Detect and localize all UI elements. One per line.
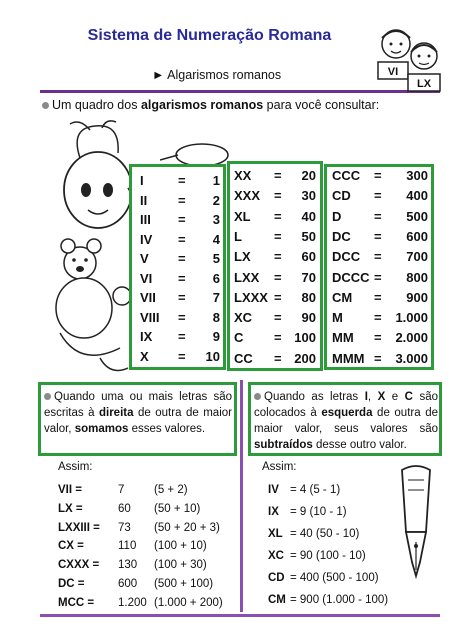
badge-right: LX <box>416 78 432 90</box>
example-roman: DC = <box>58 578 85 590</box>
equals-sign: = <box>374 289 382 305</box>
example-calc: = 90 (100 - 10) <box>290 550 366 562</box>
example-calc: (50 + 10) <box>154 502 201 515</box>
example-calc: = 400 (500 - 100) <box>290 572 379 584</box>
arabic-value: 30 <box>301 188 316 204</box>
arabic-value: 90 <box>301 310 316 326</box>
example-calc: (50 + 20 + 3) <box>154 521 220 534</box>
bullet-icon <box>254 393 261 400</box>
roman-symbol: VII <box>140 290 156 305</box>
arabic-value: 700 <box>406 249 428 265</box>
arabic-value: 70 <box>301 269 316 285</box>
bullet-icon <box>44 393 51 400</box>
vertical-divider <box>240 380 243 612</box>
roman-symbol: LX <box>234 249 251 265</box>
equals-sign: = <box>374 168 382 183</box>
roman-symbol: VI <box>140 270 153 286</box>
roman-symbol: DCCC <box>332 269 370 285</box>
equals-sign: = <box>178 251 186 266</box>
roman-symbol: XXX <box>234 188 261 204</box>
roman-symbol: VIII <box>140 309 160 325</box>
intro-text: Um quadro dos algarismos romanos para você consultar: <box>42 98 379 112</box>
arabic-value: 500 <box>406 208 428 224</box>
arabic-value: 2 <box>212 192 220 208</box>
roman-symbol: II <box>140 192 148 208</box>
example-calc: = 900 (1.000 - 100) <box>290 594 389 606</box>
equals-sign: = <box>274 269 282 285</box>
roman-symbol: MM <box>332 330 354 346</box>
arabic-value: 100 <box>294 330 316 346</box>
arabic-value: 10 <box>205 348 220 364</box>
arabic-value: 7 <box>212 290 220 305</box>
page-subtitle: ► Algarismos romanos <box>152 68 282 82</box>
example-calc: (100 + 30) <box>154 559 207 572</box>
example-roman: XC <box>268 550 284 562</box>
equals-sign: = <box>178 231 186 247</box>
roman-symbol: L <box>234 228 242 244</box>
example-roman: XL <box>268 528 283 540</box>
equals-sign: = <box>178 290 186 305</box>
roman-symbol: IV <box>140 231 153 247</box>
example-value: 1.200 <box>118 596 147 609</box>
equals-sign: = <box>178 270 186 286</box>
roman-symbol: CCC <box>332 168 361 183</box>
example-value: 130 <box>118 559 138 572</box>
equals-sign: = <box>178 329 186 344</box>
example-add-row <box>58 522 238 538</box>
girl-teddy-illustration <box>40 118 135 378</box>
example-calc: = 4 (5 - 1) <box>290 484 341 496</box>
arabic-value: 800 <box>406 269 428 285</box>
badge-left: VI <box>387 66 399 78</box>
roman-symbol: MMM <box>332 350 365 366</box>
example-add-row <box>58 578 238 594</box>
equals-sign: = <box>178 212 186 227</box>
example-calc: = 40 (50 - 10) <box>290 528 360 540</box>
example-calc: = 9 (10 - 1) <box>290 506 347 518</box>
example-sub-row <box>268 594 418 610</box>
roman-symbol: IX <box>140 329 153 344</box>
roman-symbol: X <box>140 348 149 364</box>
arrow-right-icon: ► <box>152 68 165 82</box>
equals-sign: = <box>274 310 282 326</box>
arabic-value: 1 <box>212 173 220 188</box>
bullet-icon <box>42 102 49 109</box>
bottom-divider <box>40 614 440 617</box>
arabic-value: 20 <box>301 168 316 183</box>
example-roman: IV <box>268 484 279 496</box>
equals-sign: = <box>374 350 382 366</box>
equals-sign: = <box>274 168 282 183</box>
equals-sign: = <box>274 228 282 244</box>
example-calc: (5 + 2) <box>154 484 188 496</box>
roman-symbol: D <box>332 208 342 224</box>
equals-sign: = <box>374 188 382 204</box>
equals-sign: = <box>178 192 186 208</box>
arabic-value: 9 <box>212 329 220 344</box>
example-add-row <box>58 503 238 519</box>
equals-sign: = <box>374 310 382 326</box>
roman-symbol: CD <box>332 188 351 204</box>
example-roman: CX = <box>58 540 84 553</box>
example-value: 110 <box>118 540 137 553</box>
roman-symbol: XC <box>234 310 253 326</box>
roman-symbol: M <box>332 310 343 326</box>
equals-sign: = <box>374 330 382 346</box>
equals-sign: = <box>274 289 282 305</box>
equals-sign: = <box>178 173 186 188</box>
arabic-value: 40 <box>301 208 316 224</box>
example-value: 7 <box>118 484 125 496</box>
roman-symbol: LXXX <box>234 289 268 305</box>
example-calc: (100 + 10) <box>154 540 207 553</box>
equals-sign: = <box>274 249 282 265</box>
example-value: 60 <box>118 502 131 515</box>
equals-sign: = <box>178 309 186 325</box>
kids-illustration <box>370 24 450 94</box>
roman-symbol: XL <box>234 208 251 224</box>
example-roman: CXXX = <box>58 559 100 572</box>
fountain-pen-icon <box>390 462 440 582</box>
example-roman: LX = <box>58 502 83 515</box>
example-calc: (1.000 + 200) <box>154 596 223 609</box>
arabic-value: 900 <box>406 289 428 305</box>
arabic-value: 50 <box>301 228 316 244</box>
example-value: 600 <box>118 578 138 590</box>
roman-symbol: CM <box>332 289 353 305</box>
arabic-value: 5 <box>212 251 220 266</box>
equals-sign: = <box>178 348 186 364</box>
example-calc: (500 + 100) <box>154 578 214 590</box>
equals-sign: = <box>274 188 282 204</box>
equals-sign: = <box>374 228 382 244</box>
roman-symbol: DCC <box>332 249 361 265</box>
arabic-value: 80 <box>301 289 316 305</box>
roman-symbol: I <box>140 173 144 188</box>
equals-sign: = <box>374 249 382 265</box>
equals-sign: = <box>374 208 382 224</box>
arabic-value: 60 <box>301 249 316 265</box>
example-add-row <box>58 540 238 556</box>
examples-add-label: Assim: <box>58 461 93 473</box>
example-roman: LXXIII = <box>58 521 100 534</box>
example-roman: CM <box>268 594 286 606</box>
example-add-row <box>58 484 238 500</box>
arabic-value: 3.000 <box>395 350 428 366</box>
arabic-value: 6 <box>212 270 220 286</box>
arabic-value: 8 <box>212 309 220 325</box>
roman-symbol: C <box>234 330 244 346</box>
roman-symbol: CC <box>234 350 253 366</box>
arabic-value: 600 <box>406 228 428 244</box>
roman-symbol: III <box>140 212 151 227</box>
page-title: Sistema de Numeração Romana <box>87 27 332 44</box>
example-roman: MCC = <box>58 596 95 609</box>
equals-sign: = <box>274 208 282 224</box>
arabic-value: 300 <box>406 168 428 183</box>
equals-sign: = <box>274 330 282 346</box>
example-add-row <box>58 559 238 575</box>
roman-symbol: V <box>140 251 149 266</box>
rule-addition-text: Quando uma ou mais letras são escritas à direita de outra de maior valor, somamos esses valores. <box>44 391 232 435</box>
example-value: 73 <box>118 521 131 534</box>
arabic-value: 200 <box>294 350 316 366</box>
arabic-value: 1.000 <box>395 310 428 326</box>
roman-symbol: DC <box>332 228 351 244</box>
arabic-value: 400 <box>406 188 428 204</box>
example-add-row <box>58 597 238 613</box>
roman-symbol: XX <box>234 168 252 183</box>
example-roman: IX <box>268 506 279 518</box>
example-roman: VII = <box>58 484 82 496</box>
equals-sign: = <box>274 350 282 366</box>
examples-sub-label: Assim: <box>262 461 297 473</box>
arabic-value: 2.000 <box>395 330 428 346</box>
equals-sign: = <box>374 269 382 285</box>
roman-symbol: LXX <box>234 269 260 285</box>
arabic-value: 3 <box>212 212 220 227</box>
arabic-value: 4 <box>212 231 220 247</box>
example-roman: CD <box>268 572 285 584</box>
rule-subtraction-text: Quando as letras I, X e C são colocados à esquerda de outra de maior valor, seus valores são subtraídos desse outro valor. <box>254 391 439 451</box>
